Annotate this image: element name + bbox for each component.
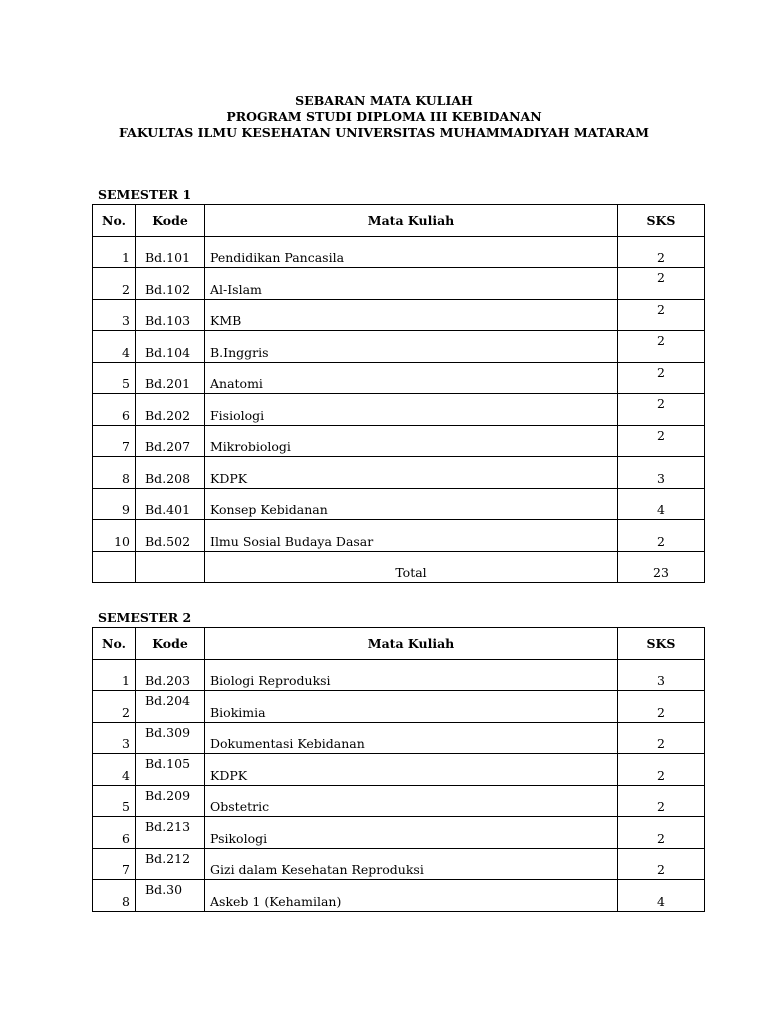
row-no: 1 xyxy=(93,236,136,268)
row-kode: Bd.103 xyxy=(136,299,205,331)
row-sks: 2 xyxy=(618,520,705,552)
header-no: No. xyxy=(93,205,136,237)
table-row xyxy=(93,520,705,552)
row-kode: Bd.102 xyxy=(136,268,205,300)
table-row xyxy=(93,659,705,691)
table-row xyxy=(93,457,705,489)
row-mata-kuliah: Psikologi xyxy=(205,817,618,849)
row-kode: Bd.401 xyxy=(136,488,205,520)
total-kode-empty xyxy=(136,551,205,583)
row-mata-kuliah: Biokimia xyxy=(205,691,618,723)
row-kode: Bd.309 xyxy=(136,722,205,754)
row-sks: 4 xyxy=(618,880,705,912)
table-header-row xyxy=(93,628,705,660)
row-kode: Bd.104 xyxy=(136,331,205,363)
row-mata-kuliah: Mikrobiologi xyxy=(205,425,618,457)
row-no: 2 xyxy=(93,691,136,723)
table-row xyxy=(93,425,705,457)
title-line-3: FAKULTAS ILMU KESEHATAN UNIVERSITAS MUHAMMADIYAH MATARAM xyxy=(119,125,649,140)
row-no: 3 xyxy=(93,299,136,331)
row-no: 3 xyxy=(93,722,136,754)
row-sks: 3 xyxy=(618,457,705,489)
title-line-2: PROGRAM STUDI DIPLOMA III KEBIDANAN xyxy=(226,109,542,124)
row-no: 9 xyxy=(93,488,136,520)
row-mata-kuliah: KDPK xyxy=(205,754,618,786)
row-sks: 2 xyxy=(618,331,705,363)
header-kode: Kode xyxy=(136,205,205,237)
table-row xyxy=(93,880,705,912)
row-no: 5 xyxy=(93,362,136,394)
row-mata-kuliah: Gizi dalam Kesehatan Reproduksi xyxy=(205,848,618,880)
row-no: 5 xyxy=(93,785,136,817)
row-no: 2 xyxy=(93,268,136,300)
row-sks: 2 xyxy=(618,722,705,754)
row-sks: 2 xyxy=(618,236,705,268)
header-sks: SKS xyxy=(618,628,705,660)
total-value: 23 xyxy=(618,551,705,583)
row-sks: 2 xyxy=(618,785,705,817)
table-row xyxy=(93,754,705,786)
row-mata-kuliah: Al-Islam xyxy=(205,268,618,300)
row-sks: 2 xyxy=(618,754,705,786)
row-no: 6 xyxy=(93,394,136,426)
row-mata-kuliah: Pendidikan Pancasila xyxy=(205,236,618,268)
row-sks: 2 xyxy=(618,425,705,457)
header-no: No. xyxy=(93,628,136,660)
row-sks: 2 xyxy=(618,691,705,723)
row-kode: Bd.201 xyxy=(136,362,205,394)
row-kode: Bd.209 xyxy=(136,785,205,817)
row-sks: 2 xyxy=(618,848,705,880)
row-kode: Bd.502 xyxy=(136,520,205,552)
row-mata-kuliah: Anatomi xyxy=(205,362,618,394)
total-row xyxy=(93,551,705,583)
row-mata-kuliah: Konsep Kebidanan xyxy=(205,488,618,520)
row-kode: Bd.213 xyxy=(136,817,205,849)
table-header-row xyxy=(93,205,705,237)
row-sks: 2 xyxy=(618,817,705,849)
row-mata-kuliah: Askeb 1 (Kehamilan) xyxy=(205,880,618,912)
row-sks: 4 xyxy=(618,488,705,520)
table-row xyxy=(93,331,705,363)
row-kode: Bd.101 xyxy=(136,236,205,268)
table-row xyxy=(93,817,705,849)
row-kode: Bd.203 xyxy=(136,659,205,691)
row-no: 8 xyxy=(93,457,136,489)
table-row xyxy=(93,268,705,300)
row-mata-kuliah: KDPK xyxy=(205,457,618,489)
document-title xyxy=(0,93,768,141)
table-row xyxy=(93,785,705,817)
semester-2-label: SEMESTER 2 xyxy=(98,610,192,625)
table-row xyxy=(93,362,705,394)
table-row xyxy=(93,394,705,426)
row-mata-kuliah: B.Inggris xyxy=(205,331,618,363)
row-mata-kuliah: Obstetric xyxy=(205,785,618,817)
semester-1-table xyxy=(92,204,705,583)
table-row xyxy=(93,236,705,268)
total-no-empty xyxy=(93,551,136,583)
row-kode: Bd.208 xyxy=(136,457,205,489)
row-no: 4 xyxy=(93,331,136,363)
row-kode: Bd.204 xyxy=(136,691,205,723)
table-row xyxy=(93,691,705,723)
row-no: 8 xyxy=(93,880,136,912)
row-mata-kuliah: Ilmu Sosial Budaya Dasar xyxy=(205,520,618,552)
row-sks: 2 xyxy=(618,394,705,426)
table-row xyxy=(93,488,705,520)
row-no: 10 xyxy=(93,520,136,552)
row-kode: Bd.212 xyxy=(136,848,205,880)
header-mata-kuliah: Mata Kuliah xyxy=(205,205,618,237)
row-no: 1 xyxy=(93,659,136,691)
row-mata-kuliah: KMB xyxy=(205,299,618,331)
row-sks: 2 xyxy=(618,362,705,394)
title-line-1: SEBARAN MATA KULIAH xyxy=(295,93,473,108)
row-no: 6 xyxy=(93,817,136,849)
semester-1-label: SEMESTER 1 xyxy=(98,187,192,202)
total-label: Total xyxy=(205,551,618,583)
table-row xyxy=(93,299,705,331)
row-no: 7 xyxy=(93,848,136,880)
row-sks: 2 xyxy=(618,299,705,331)
table-row xyxy=(93,848,705,880)
header-mata-kuliah: Mata Kuliah xyxy=(205,628,618,660)
row-sks: 3 xyxy=(618,659,705,691)
semester-2-table xyxy=(92,627,705,912)
row-no: 4 xyxy=(93,754,136,786)
row-sks: 2 xyxy=(618,268,705,300)
row-mata-kuliah: Dokumentasi Kebidanan xyxy=(205,722,618,754)
header-sks: SKS xyxy=(618,205,705,237)
row-kode: Bd.30 xyxy=(136,880,205,912)
row-mata-kuliah: Fisiologi xyxy=(205,394,618,426)
row-kode: Bd.207 xyxy=(136,425,205,457)
row-kode: Bd.105 xyxy=(136,754,205,786)
header-kode: Kode xyxy=(136,628,205,660)
table-row xyxy=(93,722,705,754)
row-mata-kuliah: Biologi Reproduksi xyxy=(205,659,618,691)
row-kode: Bd.202 xyxy=(136,394,205,426)
row-no: 7 xyxy=(93,425,136,457)
